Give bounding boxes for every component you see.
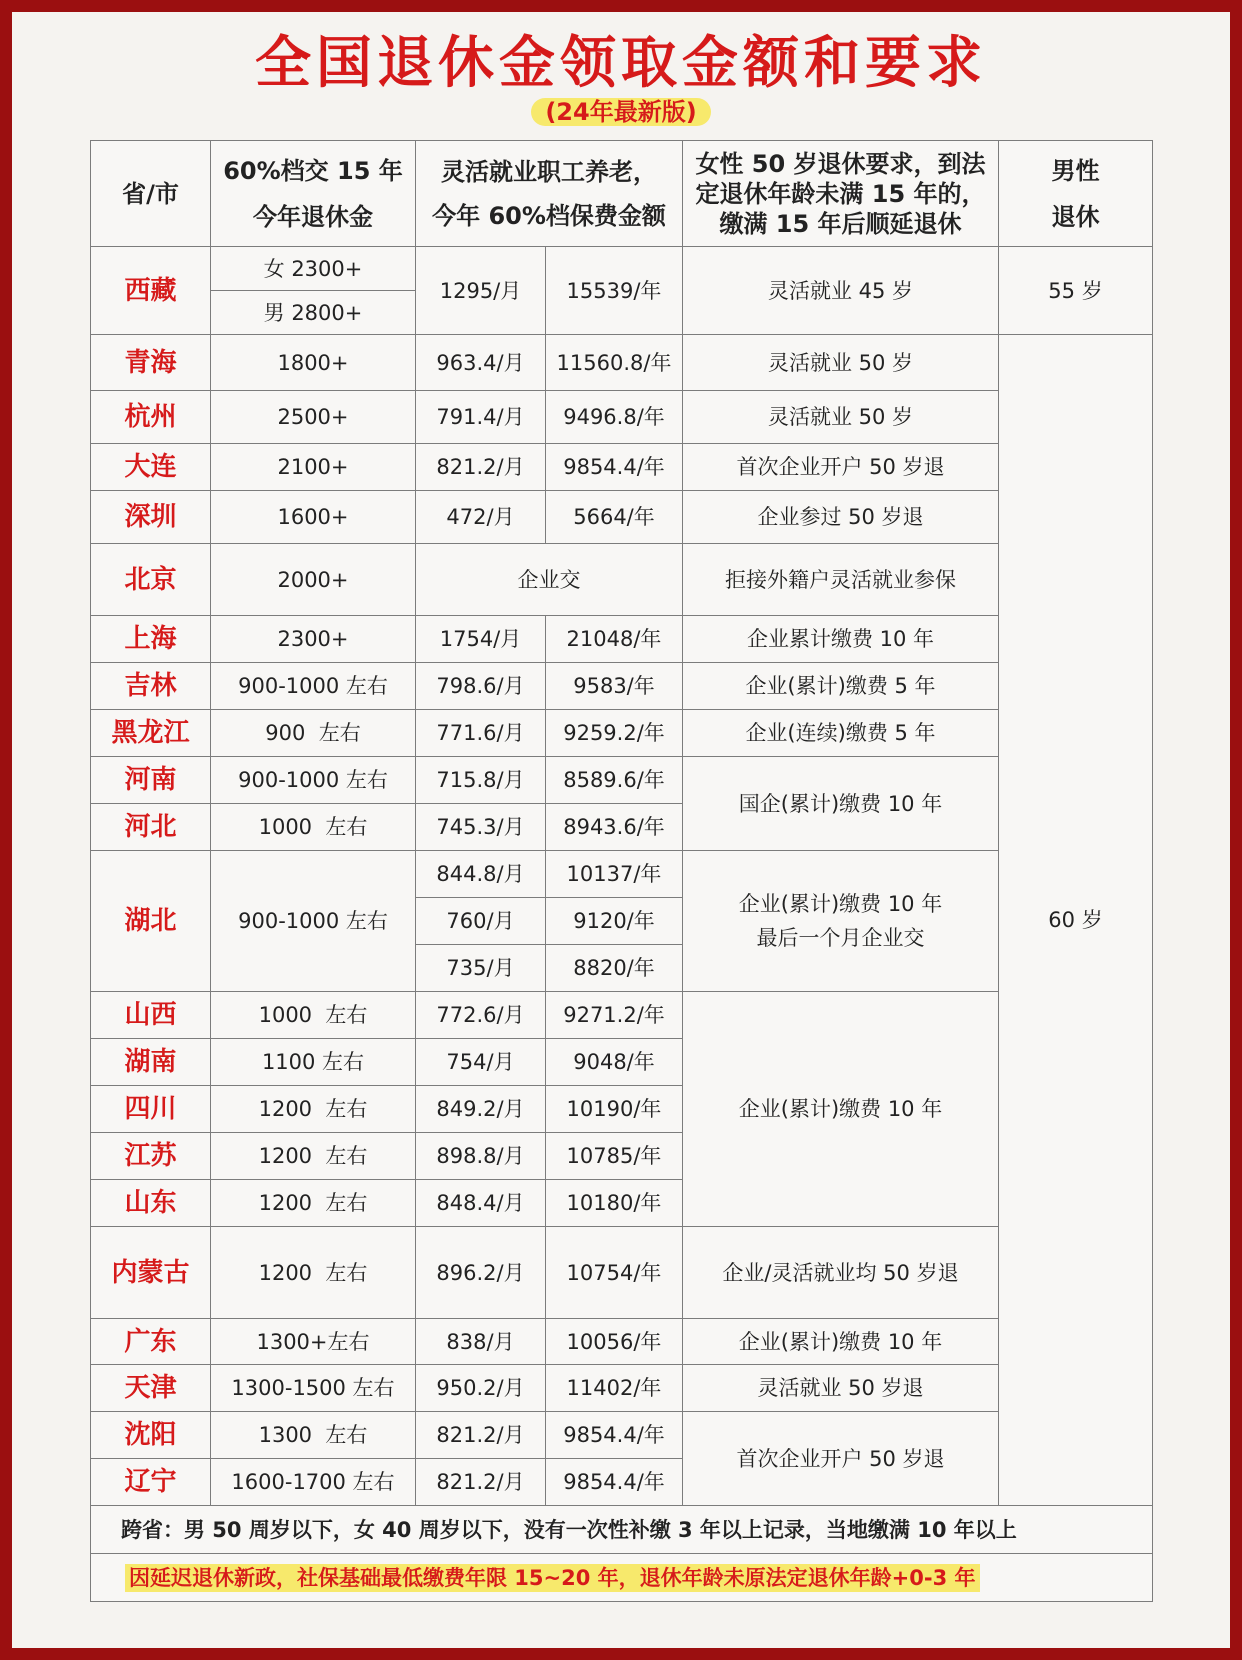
header-fee: 灵活就业职工养老， 今年 60%档保费金额 bbox=[416, 141, 683, 247]
header-province: 省/市 bbox=[91, 141, 211, 247]
table-row bbox=[91, 616, 1153, 663]
female-requirement: 拒接外籍户灵活就业参保 bbox=[683, 544, 999, 616]
pension-value: 1300 左右 bbox=[211, 1412, 416, 1459]
cross-province-note: 跨省：男 50 周岁以下，女 40 周岁以下，没有一次性补缴 3 年以上记录，当地缴满 10 年以上 bbox=[91, 1506, 1153, 1554]
yearly-fee: 21048/年 bbox=[546, 616, 683, 663]
province-name: 河南 bbox=[91, 757, 211, 804]
female-requirement: 企业累计缴费 10 年 bbox=[683, 616, 999, 663]
yearly-fee: 9271.2/年 bbox=[546, 992, 683, 1039]
pension-value-male: 男 2800+ bbox=[211, 291, 416, 335]
pension-value: 900 左右 bbox=[211, 710, 416, 757]
monthly-fee: 745.3/月 bbox=[416, 804, 546, 851]
yearly-fee: 11402/年 bbox=[546, 1365, 683, 1412]
monthly-fee: 896.2/月 bbox=[416, 1227, 546, 1319]
fee-note: 企业交 bbox=[416, 544, 683, 616]
monthly-fee: 754/月 bbox=[416, 1039, 546, 1086]
monthly-fee: 950.2/月 bbox=[416, 1365, 546, 1412]
yearly-fee: 10180/年 bbox=[546, 1180, 683, 1227]
table-row bbox=[91, 1319, 1153, 1365]
pension-value-female: 女 2300+ bbox=[211, 247, 416, 291]
monthly-fee: 771.6/月 bbox=[416, 710, 546, 757]
table-row bbox=[91, 851, 1153, 898]
monthly-fee: 472/月 bbox=[416, 491, 546, 544]
policy-note: 因延迟退休新政，社保基础最低缴费年限 15~20 年，退休年龄未原法定退休年龄+0-3 年 bbox=[125, 1564, 980, 1592]
province-name: 河北 bbox=[91, 804, 211, 851]
table-row bbox=[91, 710, 1153, 757]
province-name: 山东 bbox=[91, 1180, 211, 1227]
table-row bbox=[91, 663, 1153, 710]
province-name: 湖南 bbox=[91, 1039, 211, 1086]
monthly-fee: 821.2/月 bbox=[416, 1459, 546, 1506]
yearly-fee: 8820/年 bbox=[546, 945, 683, 992]
female-requirement: 首次企业开户 50 岁退 bbox=[683, 1412, 999, 1506]
yearly-fee: 9854.4/年 bbox=[546, 1412, 683, 1459]
table-row bbox=[91, 247, 1153, 291]
policy-note-cell bbox=[91, 1554, 1153, 1602]
pension-value: 1200 左右 bbox=[211, 1086, 416, 1133]
female-requirement: 灵活就业 50 岁 bbox=[683, 391, 999, 444]
female-requirement: 企业(累计)缴费 10 年 最后一个月企业交 bbox=[683, 851, 999, 992]
province-name: 辽宁 bbox=[91, 1459, 211, 1506]
pension-value: 1100 左右 bbox=[211, 1039, 416, 1086]
pension-value: 1200 左右 bbox=[211, 1180, 416, 1227]
female-requirement: 首次企业开户 50 岁退 bbox=[683, 444, 999, 491]
table-row bbox=[91, 757, 1153, 804]
female-requirement: 企业(连续)缴费 5 年 bbox=[683, 710, 999, 757]
footer-row bbox=[91, 1506, 1153, 1554]
pension-value: 2100+ bbox=[211, 444, 416, 491]
province-name: 沈阳 bbox=[91, 1412, 211, 1459]
pension-value: 1000 左右 bbox=[211, 992, 416, 1039]
female-requirement: 企业/灵活就业均 50 岁退 bbox=[683, 1227, 999, 1319]
male-retirement: 60 岁 bbox=[999, 335, 1153, 1506]
yearly-fee: 10754/年 bbox=[546, 1227, 683, 1319]
table-row bbox=[91, 1227, 1153, 1319]
yearly-fee: 10190/年 bbox=[546, 1086, 683, 1133]
province-name: 杭州 bbox=[91, 391, 211, 444]
monthly-fee: 715.8/月 bbox=[416, 757, 546, 804]
pension-value: 1200 左右 bbox=[211, 1227, 416, 1319]
subtitle-badge bbox=[0, 95, 1242, 129]
subtitle-text: (24年最新版) bbox=[531, 98, 710, 126]
yearly-fee: 11560.8/年 bbox=[546, 335, 683, 391]
pension-value: 1600+ bbox=[211, 491, 416, 544]
yearly-fee: 5664/年 bbox=[546, 491, 683, 544]
female-requirement: 灵活就业 50 岁 bbox=[683, 335, 999, 391]
pension-value: 1200 左右 bbox=[211, 1133, 416, 1180]
yearly-fee: 9259.2/年 bbox=[546, 710, 683, 757]
yearly-fee: 10137/年 bbox=[546, 851, 683, 898]
header-female: 女性 50 岁退休要求，到法 定退休年龄未满 15 年的， 缴满 15 年后顺延退休 bbox=[683, 141, 999, 247]
monthly-fee: 848.4/月 bbox=[416, 1180, 546, 1227]
table-row bbox=[91, 992, 1153, 1039]
monthly-fee: 844.8/月 bbox=[416, 851, 546, 898]
header-row bbox=[91, 141, 1153, 247]
yearly-fee: 15539/年 bbox=[546, 247, 683, 335]
yearly-fee: 9048/年 bbox=[546, 1039, 683, 1086]
province-name: 吉林 bbox=[91, 663, 211, 710]
province-name: 天津 bbox=[91, 1365, 211, 1412]
table-row bbox=[91, 491, 1153, 544]
province-name: 内蒙古 bbox=[91, 1227, 211, 1319]
province-name: 四川 bbox=[91, 1086, 211, 1133]
yearly-fee: 10056/年 bbox=[546, 1319, 683, 1365]
table-row bbox=[91, 444, 1153, 491]
pension-value: 900-1000 左右 bbox=[211, 663, 416, 710]
female-requirement: 灵活就业 45 岁 bbox=[683, 247, 999, 335]
province-name: 江苏 bbox=[91, 1133, 211, 1180]
pension-value: 900-1000 左右 bbox=[211, 851, 416, 992]
header-male: 男性 退休 bbox=[999, 141, 1153, 247]
table-row bbox=[91, 391, 1153, 444]
monthly-fee: 1754/月 bbox=[416, 616, 546, 663]
province-name: 广东 bbox=[91, 1319, 211, 1365]
yearly-fee: 9583/年 bbox=[546, 663, 683, 710]
table-row bbox=[91, 1412, 1153, 1459]
female-requirement: 企业(累计)缴费 5 年 bbox=[683, 663, 999, 710]
female-requirement: 国企(累计)缴费 10 年 bbox=[683, 757, 999, 851]
yearly-fee: 8943.6/年 bbox=[546, 804, 683, 851]
province-name: 黑龙江 bbox=[91, 710, 211, 757]
province-name: 上海 bbox=[91, 616, 211, 663]
pension-value: 1000 左右 bbox=[211, 804, 416, 851]
province-name: 青海 bbox=[91, 335, 211, 391]
province-name: 湖北 bbox=[91, 851, 211, 992]
yearly-fee: 8589.6/年 bbox=[546, 757, 683, 804]
monthly-fee: 838/月 bbox=[416, 1319, 546, 1365]
monthly-fee: 1295/月 bbox=[416, 247, 546, 335]
yearly-fee: 9496.8/年 bbox=[546, 391, 683, 444]
monthly-fee: 821.2/月 bbox=[416, 444, 546, 491]
header-pension: 60%档交 15 年 今年退休金 bbox=[211, 141, 416, 247]
monthly-fee: 821.2/月 bbox=[416, 1412, 546, 1459]
pension-table bbox=[90, 140, 1153, 1602]
monthly-fee: 760/月 bbox=[416, 898, 546, 945]
pension-value: 2300+ bbox=[211, 616, 416, 663]
monthly-fee: 772.6/月 bbox=[416, 992, 546, 1039]
female-requirement: 企业(累计)缴费 10 年 bbox=[683, 1319, 999, 1365]
table-row bbox=[91, 335, 1153, 391]
footer-row bbox=[91, 1554, 1153, 1602]
province-name: 西藏 bbox=[91, 247, 211, 335]
monthly-fee: 963.4/月 bbox=[416, 335, 546, 391]
province-name: 北京 bbox=[91, 544, 211, 616]
monthly-fee: 898.8/月 bbox=[416, 1133, 546, 1180]
province-name: 山西 bbox=[91, 992, 211, 1039]
pension-value: 2000+ bbox=[211, 544, 416, 616]
table-row bbox=[91, 1365, 1153, 1412]
monthly-fee: 791.4/月 bbox=[416, 391, 546, 444]
yearly-fee: 9854.4/年 bbox=[546, 1459, 683, 1506]
male-retirement: 55 岁 bbox=[999, 247, 1153, 335]
yearly-fee: 9854.4/年 bbox=[546, 444, 683, 491]
female-requirement: 企业(累计)缴费 10 年 bbox=[683, 992, 999, 1227]
table-row bbox=[91, 544, 1153, 616]
female-requirement: 灵活就业 50 岁退 bbox=[683, 1365, 999, 1412]
province-name: 深圳 bbox=[91, 491, 211, 544]
pension-value: 1300-1500 左右 bbox=[211, 1365, 416, 1412]
monthly-fee: 849.2/月 bbox=[416, 1086, 546, 1133]
pension-value: 2500+ bbox=[211, 391, 416, 444]
pension-value: 1800+ bbox=[211, 335, 416, 391]
page-title: 全国退休金领取金额和要求 bbox=[255, 31, 987, 96]
pension-value: 1600-1700 左右 bbox=[211, 1459, 416, 1506]
pension-value: 900-1000 左右 bbox=[211, 757, 416, 804]
monthly-fee: 735/月 bbox=[416, 945, 546, 992]
province-name: 大连 bbox=[91, 444, 211, 491]
pension-value: 1300+左右 bbox=[211, 1319, 416, 1365]
female-requirement: 企业参过 50 岁退 bbox=[683, 491, 999, 544]
yearly-fee: 9120/年 bbox=[546, 898, 683, 945]
yearly-fee: 10785/年 bbox=[546, 1133, 683, 1180]
monthly-fee: 798.6/月 bbox=[416, 663, 546, 710]
